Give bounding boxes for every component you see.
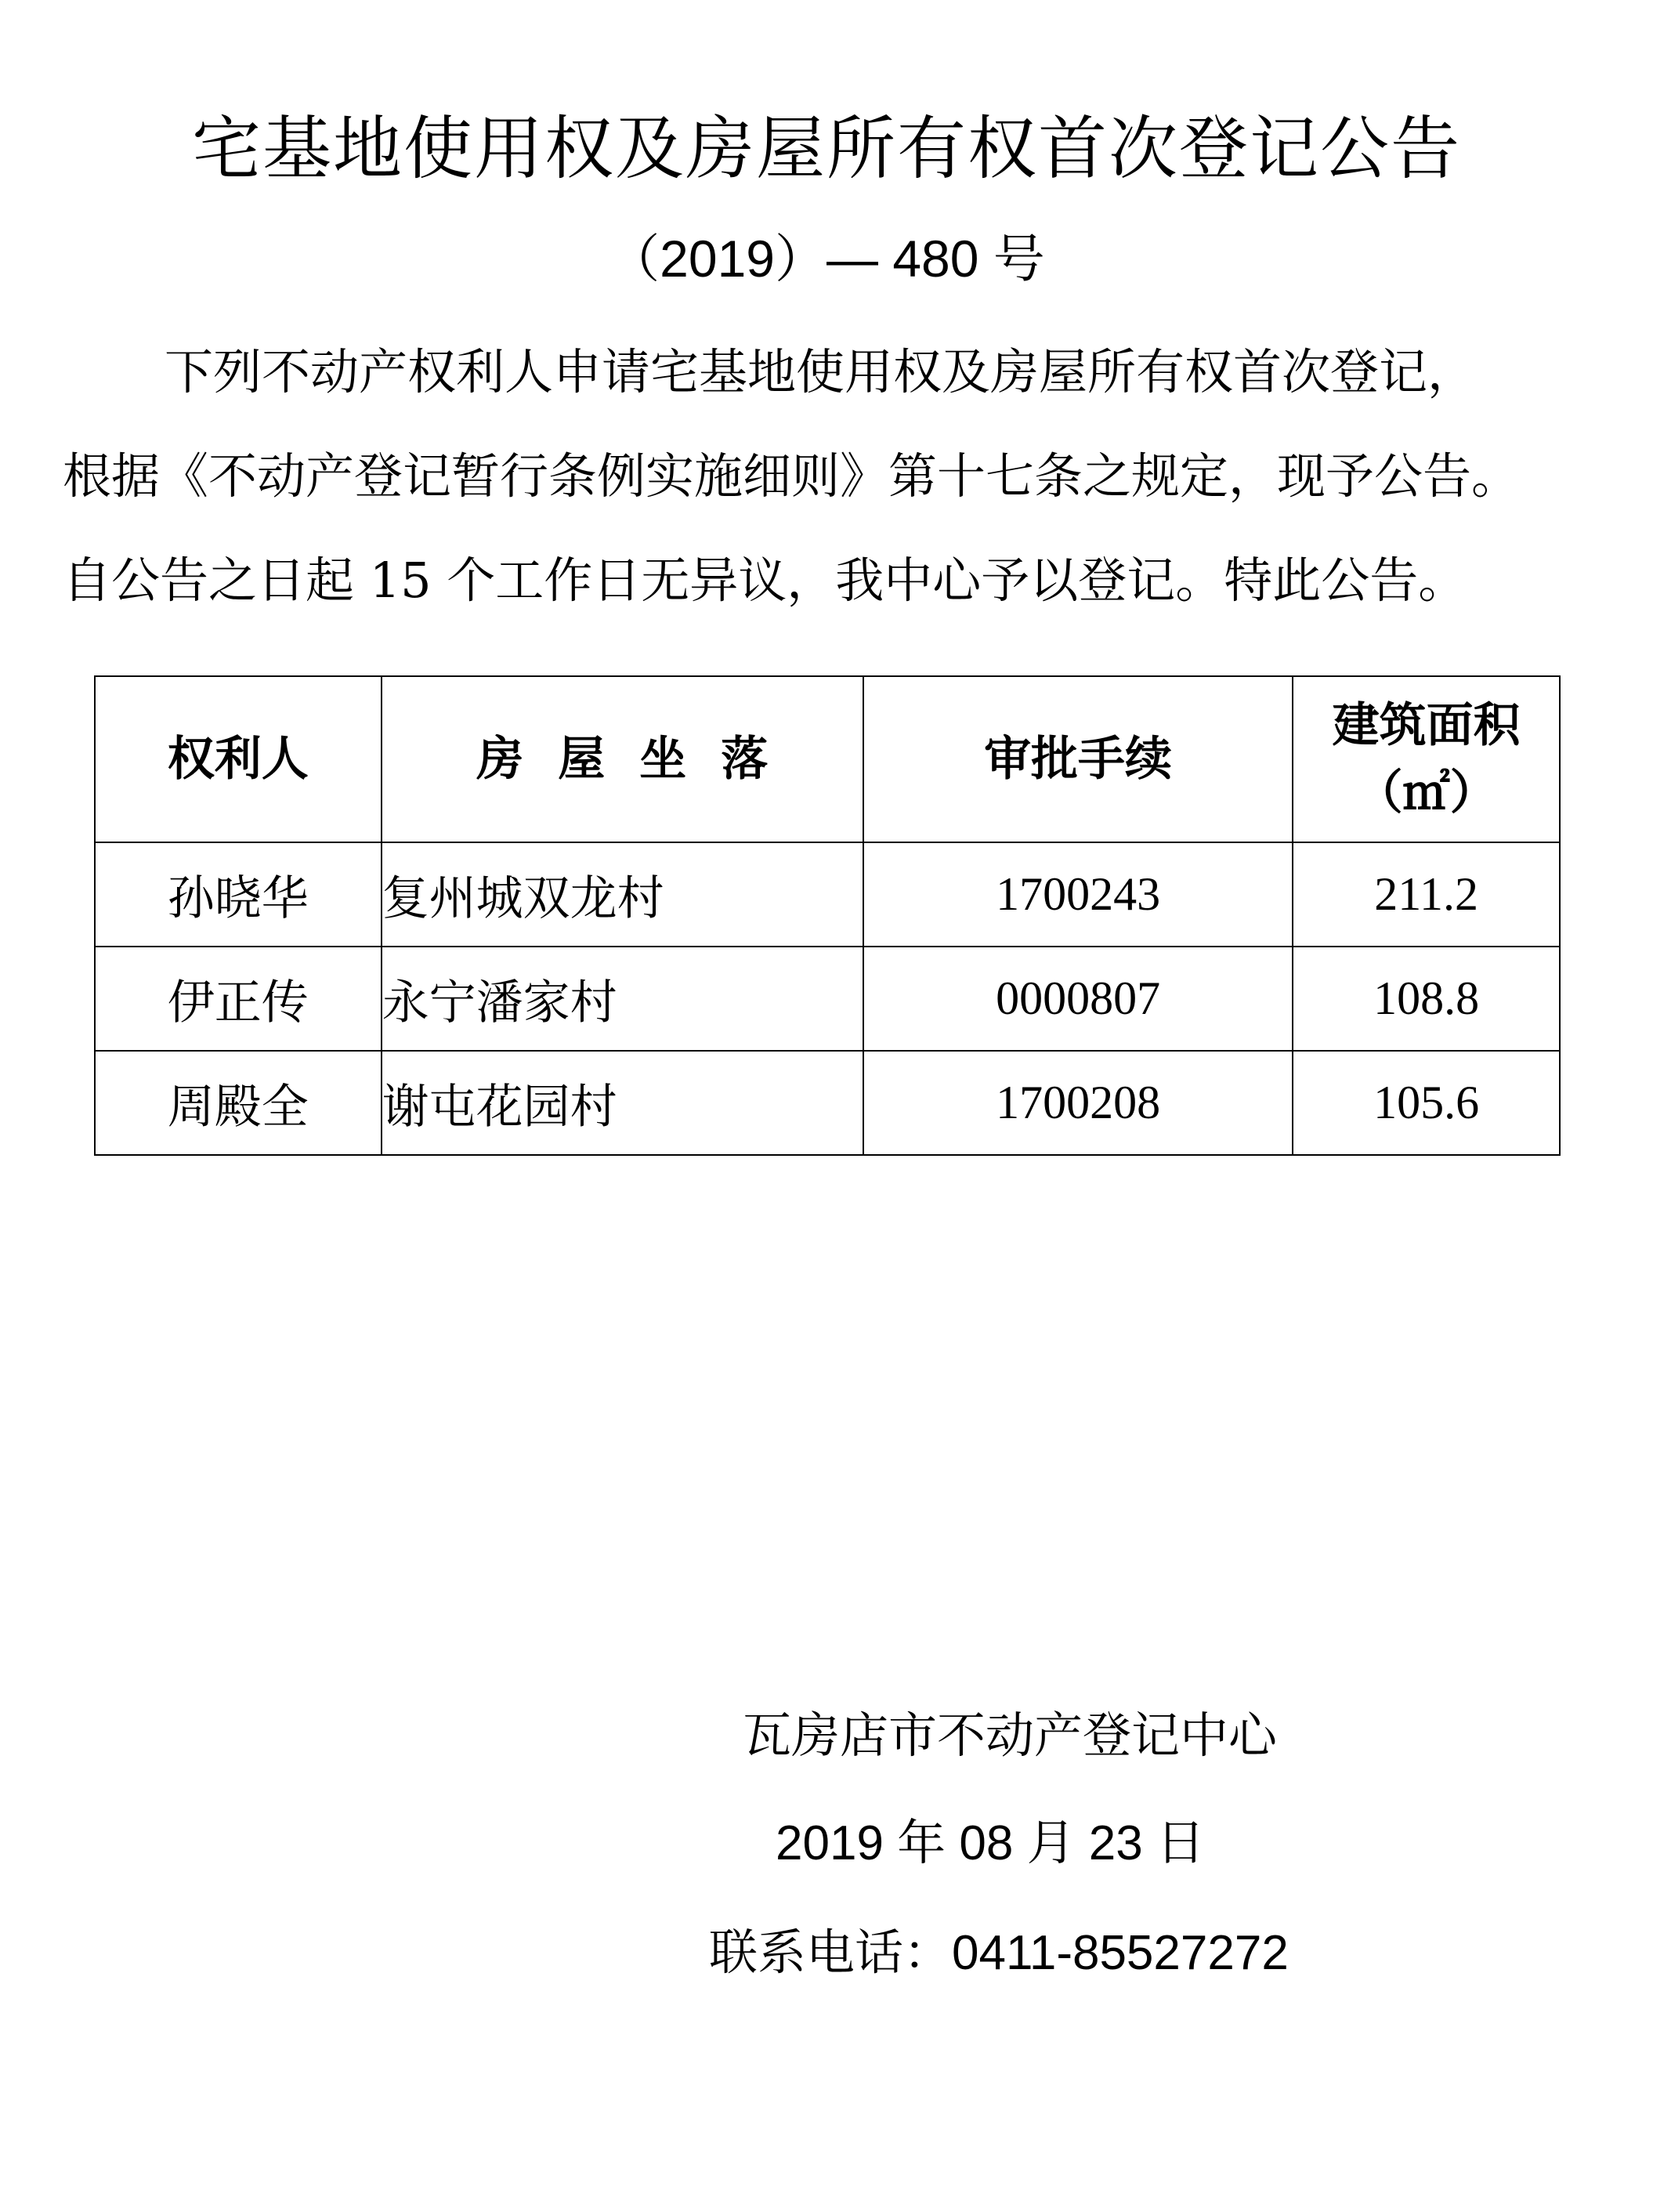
cell-location: 永宁潘家村 <box>382 947 863 1051</box>
header-location-label: 房屋坐落 <box>476 732 803 787</box>
cell-area: 105.6 <box>1293 1051 1560 1155</box>
notice-body-line-2: 根据《不动产登记暂行条例实施细则》第十七条之规定，现予公告。 <box>63 447 1521 505</box>
cell-owner: 孙晓华 <box>95 842 382 947</box>
cell-approval: 1700243 <box>863 842 1293 947</box>
header-area <box>1293 676 1560 842</box>
contact-phone: 联系电话：0411-85527272 <box>709 1926 1289 1980</box>
issue-date: 2019 年 08 月 23 日 <box>776 1816 1205 1870</box>
notice-number: （2019）— 480 号 <box>608 230 1045 288</box>
cell-area: 108.8 <box>1293 947 1560 1051</box>
table-row <box>95 947 1560 1051</box>
table-header-row <box>95 676 1560 842</box>
cell-location: 复州城双龙村 <box>382 842 863 947</box>
notice-body-line-3: 自公告之日起 15 个工作日无异议，我中心予以登记。特此公告。 <box>63 552 1467 609</box>
cell-approval: 1700208 <box>863 1051 1293 1155</box>
cell-location: 谢屯花园村 <box>382 1051 863 1155</box>
header-location <box>382 676 863 842</box>
cell-owner: 伊正传 <box>95 947 382 1051</box>
header-approval: 审批手续 <box>863 676 1293 842</box>
notice-title: 宅基地使用权及房屋所有权首次登记公告 <box>191 108 1461 189</box>
header-area-label: 建筑面积 <box>1332 698 1521 753</box>
cell-owner: 周殿全 <box>95 1051 382 1155</box>
table-row <box>95 842 1560 947</box>
header-area-unit: （㎡） <box>1355 766 1497 820</box>
cell-area: 211.2 <box>1293 842 1560 947</box>
header-owner: 权利人 <box>95 676 382 842</box>
cell-approval: 0000807 <box>863 947 1293 1051</box>
notice-body-line-1: 下列不动产权利人申请宅基地使用权及房屋所有权首次登记， <box>165 343 1477 400</box>
issuing-organization: 瓦房店市不动产登记中心 <box>743 1707 1278 1764</box>
table-row <box>95 1051 1560 1155</box>
registration-table <box>94 675 1561 1156</box>
